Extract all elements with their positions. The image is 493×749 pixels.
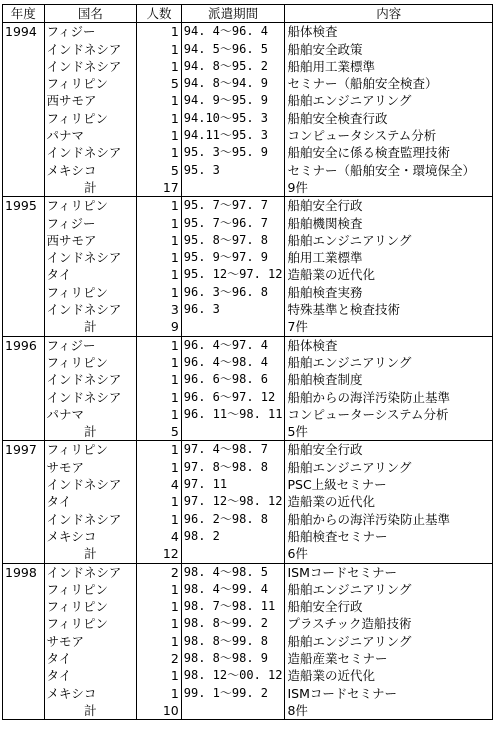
- total-items: 9件: [285, 179, 493, 197]
- year-cell: 1996: [3, 336, 45, 354]
- content-cell: 船舶エンジニアリング: [285, 633, 493, 650]
- people-cell: 1: [137, 23, 182, 41]
- country-cell: サモア: [44, 459, 137, 476]
- country-cell: フィリピン: [44, 284, 137, 301]
- people-cell: 1: [137, 127, 182, 144]
- year-cell: 1994: [3, 23, 45, 41]
- year-cell: [3, 650, 45, 667]
- content-cell: コンピューターシステム分析: [285, 406, 493, 423]
- year-cell: [3, 581, 45, 598]
- table-row: [3, 232, 493, 249]
- country-cell: インドネシア: [44, 144, 137, 161]
- total-label: 計: [44, 423, 137, 441]
- country-cell: メキシコ: [44, 685, 137, 702]
- country-cell: フィジー: [44, 23, 137, 41]
- year-cell: [3, 301, 45, 318]
- table-row: [3, 581, 493, 598]
- year-cell: [3, 476, 45, 493]
- table-row: [3, 249, 493, 266]
- period-cell: [181, 179, 285, 197]
- people-cell: 5: [137, 75, 182, 92]
- country-cell: インドネシア: [44, 249, 137, 266]
- total-people: 5: [137, 423, 182, 441]
- people-cell: 1: [137, 389, 182, 406]
- table-row: [3, 144, 493, 161]
- people-cell: 1: [137, 215, 182, 232]
- content-cell: 船舶エンジニアリング: [285, 232, 493, 249]
- table-row: [3, 476, 493, 493]
- content-cell: 船舶検査セミナー: [285, 528, 493, 545]
- period-cell: [181, 545, 285, 563]
- content-cell: 船舶エンジニアリング: [285, 354, 493, 371]
- content-cell: セミナー（船舶安全検査）: [285, 75, 493, 92]
- total-items: 7件: [285, 318, 493, 336]
- country-cell: フィジー: [44, 215, 137, 232]
- total-row: [3, 545, 493, 563]
- period-cell: 98. 8～98. 9: [181, 650, 285, 667]
- year-cell: [3, 545, 45, 563]
- total-people: 12: [137, 545, 182, 563]
- country-cell: フィリピン: [44, 598, 137, 615]
- year-cell: [3, 354, 45, 371]
- country-cell: インドネシア: [44, 58, 137, 75]
- content-cell: プラスチック造船技術: [285, 615, 493, 632]
- country-cell: インドネシア: [44, 41, 137, 58]
- year-cell: [3, 598, 45, 615]
- year-cell: 1998: [3, 563, 45, 581]
- people-cell: 2: [137, 650, 182, 667]
- table-row: [3, 75, 493, 92]
- content-cell: 船舶用工業標準: [285, 58, 493, 75]
- period-cell: 96. 3: [181, 301, 285, 318]
- period-cell: 94. 8～95. 2: [181, 58, 285, 75]
- header-row: [3, 5, 493, 23]
- total-items: 5件: [285, 423, 493, 441]
- period-cell: 96. 3～96. 8: [181, 284, 285, 301]
- year-cell: [3, 179, 45, 197]
- period-cell: 95. 7～97. 7: [181, 197, 285, 215]
- period-cell: 98. 8～99. 2: [181, 615, 285, 632]
- people-cell: 1: [137, 459, 182, 476]
- year-cell: [3, 423, 45, 441]
- period-cell: 98. 2: [181, 528, 285, 545]
- year-cell: [3, 318, 45, 336]
- table-row: [3, 459, 493, 476]
- country-cell: フィリピン: [44, 441, 137, 459]
- year-cell: [3, 58, 45, 75]
- year-cell: [3, 110, 45, 127]
- people-cell: 1: [137, 336, 182, 354]
- period-cell: 94.10～95. 3: [181, 110, 285, 127]
- content-cell: コンピュータシステム分析: [285, 127, 493, 144]
- people-cell: 1: [137, 232, 182, 249]
- year-cell: [3, 511, 45, 528]
- content-cell: 造船業の近代化: [285, 667, 493, 684]
- period-cell: 94. 9～95. 9: [181, 92, 285, 109]
- people-cell: 4: [137, 476, 182, 493]
- content-cell: ISMコードセミナー: [285, 685, 493, 702]
- table-row: [3, 215, 493, 232]
- people-cell: 2: [137, 563, 182, 581]
- table-row: [3, 336, 493, 354]
- year-cell: [3, 685, 45, 702]
- year-cell: [3, 615, 45, 632]
- country-cell: フィリピン: [44, 75, 137, 92]
- content-cell: 船舶安全行政: [285, 441, 493, 459]
- content-cell: 船体検査: [285, 336, 493, 354]
- period-cell: 99. 1～99. 2: [181, 685, 285, 702]
- period-cell: 94. 8～94. 9: [181, 75, 285, 92]
- year-cell: [3, 371, 45, 388]
- table-row: [3, 354, 493, 371]
- year-cell: 1995: [3, 197, 45, 215]
- period-cell: 96. 4～98. 4: [181, 354, 285, 371]
- people-cell: 1: [137, 441, 182, 459]
- content-cell: 船舶安全行政: [285, 197, 493, 215]
- total-row: [3, 423, 493, 441]
- total-items: 6件: [285, 545, 493, 563]
- total-row: [3, 702, 493, 720]
- period-cell: 95. 8～97. 8: [181, 232, 285, 249]
- people-cell: 1: [137, 371, 182, 388]
- year-cell: [3, 232, 45, 249]
- people-cell: 1: [137, 581, 182, 598]
- period-cell: 96. 6～97. 12: [181, 389, 285, 406]
- table-row: [3, 389, 493, 406]
- total-row: [3, 318, 493, 336]
- people-cell: 1: [137, 667, 182, 684]
- content-cell: PSC上級セミナー: [285, 476, 493, 493]
- table-row: [3, 301, 493, 318]
- content-cell: セミナー（船舶安全・環境保全）: [285, 162, 493, 179]
- people-cell: 1: [137, 493, 182, 510]
- period-cell: 98. 4～98. 5: [181, 563, 285, 581]
- people-cell: 1: [137, 284, 182, 301]
- people-cell: 1: [137, 406, 182, 423]
- year-cell: [3, 633, 45, 650]
- table-row: [3, 284, 493, 301]
- country-cell: メキシコ: [44, 528, 137, 545]
- country-cell: タイ: [44, 266, 137, 283]
- table-row: [3, 563, 493, 581]
- country-cell: サモア: [44, 633, 137, 650]
- total-people: 17: [137, 179, 182, 197]
- table-row: [3, 493, 493, 510]
- country-cell: インドネシア: [44, 563, 137, 581]
- content-cell: 船舶からの海洋汚染防止基準: [285, 511, 493, 528]
- content-cell: 船体検査: [285, 23, 493, 41]
- table-row: [3, 41, 493, 58]
- total-label: 計: [44, 702, 137, 720]
- table-row: [3, 511, 493, 528]
- content-cell: 船舶検査実務: [285, 284, 493, 301]
- period-cell: 95. 3: [181, 162, 285, 179]
- year-cell: [3, 266, 45, 283]
- table-row: [3, 685, 493, 702]
- period-cell: 96. 2～98. 8: [181, 511, 285, 528]
- content-cell: 船舶エンジニアリング: [285, 581, 493, 598]
- year-cell: [3, 528, 45, 545]
- country-cell: パナマ: [44, 406, 137, 423]
- content-cell: 舶用工業標準: [285, 249, 493, 266]
- period-cell: 97. 8～98. 8: [181, 459, 285, 476]
- table-row: [3, 441, 493, 459]
- total-label: 計: [44, 545, 137, 563]
- year-cell: [3, 92, 45, 109]
- content-cell: 船舶安全行政: [285, 598, 493, 615]
- period-cell: 95. 7～96. 7: [181, 215, 285, 232]
- people-cell: 1: [137, 249, 182, 266]
- total-items: 8件: [285, 702, 493, 720]
- table-row: [3, 266, 493, 283]
- header-content: 内容: [285, 5, 493, 23]
- dispatch-table: [2, 4, 493, 720]
- content-cell: 造船業の近代化: [285, 493, 493, 510]
- content-cell: 船舶安全政策: [285, 41, 493, 58]
- content-cell: 船舶検査制度: [285, 371, 493, 388]
- content-cell: 船舶機関検査: [285, 215, 493, 232]
- content-cell: ISMコードセミナー: [285, 563, 493, 581]
- country-cell: パナマ: [44, 127, 137, 144]
- total-people: 10: [137, 702, 182, 720]
- period-cell: [181, 702, 285, 720]
- people-cell: 4: [137, 528, 182, 545]
- people-cell: 1: [137, 41, 182, 58]
- period-cell: 97. 12～98. 12: [181, 493, 285, 510]
- year-cell: [3, 406, 45, 423]
- total-label: 計: [44, 179, 137, 197]
- people-cell: 1: [137, 144, 182, 161]
- table-row: [3, 650, 493, 667]
- total-label: 計: [44, 318, 137, 336]
- table-row: [3, 92, 493, 109]
- header-period: 派遣期間: [181, 5, 285, 23]
- year-cell: [3, 41, 45, 58]
- period-cell: 94.11～95. 3: [181, 127, 285, 144]
- period-cell: 95. 12～97. 12: [181, 266, 285, 283]
- table-row: [3, 615, 493, 632]
- people-cell: 1: [137, 110, 182, 127]
- content-cell: 造船産業セミナー: [285, 650, 493, 667]
- country-cell: タイ: [44, 493, 137, 510]
- table-row: [3, 528, 493, 545]
- country-cell: フィリピン: [44, 197, 137, 215]
- period-cell: 96. 4～97. 4: [181, 336, 285, 354]
- year-cell: [3, 144, 45, 161]
- table-row: [3, 406, 493, 423]
- content-cell: 船舶エンジニアリング: [285, 459, 493, 476]
- people-cell: 5: [137, 162, 182, 179]
- table-body: [3, 23, 493, 720]
- content-cell: 特殊基準と検査技術: [285, 301, 493, 318]
- year-cell: [3, 215, 45, 232]
- period-cell: 97. 11: [181, 476, 285, 493]
- year-cell: 1997: [3, 441, 45, 459]
- country-cell: インドネシア: [44, 371, 137, 388]
- table-row: [3, 667, 493, 684]
- country-cell: フィジー: [44, 336, 137, 354]
- period-cell: 94. 4～96. 4: [181, 23, 285, 41]
- table-row: [3, 162, 493, 179]
- period-cell: 98. 12～00. 12: [181, 667, 285, 684]
- country-cell: タイ: [44, 650, 137, 667]
- country-cell: インドネシア: [44, 389, 137, 406]
- people-cell: 1: [137, 354, 182, 371]
- period-cell: 98. 8～99. 8: [181, 633, 285, 650]
- year-cell: [3, 284, 45, 301]
- content-cell: 船舶安全検査行政: [285, 110, 493, 127]
- header-people: 人数: [137, 5, 182, 23]
- people-cell: 1: [137, 615, 182, 632]
- country-cell: メキシコ: [44, 162, 137, 179]
- total-people: 9: [137, 318, 182, 336]
- year-cell: [3, 162, 45, 179]
- people-cell: 1: [137, 197, 182, 215]
- people-cell: 3: [137, 301, 182, 318]
- period-cell: 97. 4～98. 7: [181, 441, 285, 459]
- people-cell: 1: [137, 633, 182, 650]
- year-cell: [3, 389, 45, 406]
- period-cell: 98. 4～99. 4: [181, 581, 285, 598]
- year-cell: [3, 702, 45, 720]
- table-row: [3, 633, 493, 650]
- year-cell: [3, 75, 45, 92]
- header-year: 年度: [3, 5, 45, 23]
- country-cell: フィリピン: [44, 354, 137, 371]
- year-cell: [3, 249, 45, 266]
- period-cell: 94. 5～96. 5: [181, 41, 285, 58]
- period-cell: 95. 3～95. 9: [181, 144, 285, 161]
- content-cell: 船舶エンジニアリング: [285, 92, 493, 109]
- people-cell: 1: [137, 58, 182, 75]
- period-cell: 96. 6～98. 6: [181, 371, 285, 388]
- people-cell: 1: [137, 598, 182, 615]
- period-cell: [181, 423, 285, 441]
- period-cell: 98. 7～98. 11: [181, 598, 285, 615]
- period-cell: [181, 318, 285, 336]
- table-row: [3, 110, 493, 127]
- year-cell: [3, 493, 45, 510]
- table-row: [3, 197, 493, 215]
- country-cell: 西サモア: [44, 232, 137, 249]
- period-cell: 95. 9～97. 9: [181, 249, 285, 266]
- table-row: [3, 58, 493, 75]
- table-row: [3, 127, 493, 144]
- table-row: [3, 23, 493, 41]
- country-cell: 西サモア: [44, 92, 137, 109]
- country-cell: インドネシア: [44, 511, 137, 528]
- country-cell: フィリピン: [44, 615, 137, 632]
- total-row: [3, 179, 493, 197]
- content-cell: 船舶安全に係る検査監理技術: [285, 144, 493, 161]
- country-cell: インドネシア: [44, 476, 137, 493]
- country-cell: フィリピン: [44, 110, 137, 127]
- people-cell: 1: [137, 685, 182, 702]
- year-cell: [3, 127, 45, 144]
- year-cell: [3, 667, 45, 684]
- header-country: 国名: [44, 5, 137, 23]
- content-cell: 船舶からの海洋汚染防止基準: [285, 389, 493, 406]
- people-cell: 1: [137, 511, 182, 528]
- year-cell: [3, 459, 45, 476]
- country-cell: フィリピン: [44, 581, 137, 598]
- table-row: [3, 598, 493, 615]
- country-cell: インドネシア: [44, 301, 137, 318]
- period-cell: 96. 11～98. 11: [181, 406, 285, 423]
- table-row: [3, 371, 493, 388]
- content-cell: 造船業の近代化: [285, 266, 493, 283]
- country-cell: タイ: [44, 667, 137, 684]
- people-cell: 1: [137, 266, 182, 283]
- people-cell: 1: [137, 92, 182, 109]
